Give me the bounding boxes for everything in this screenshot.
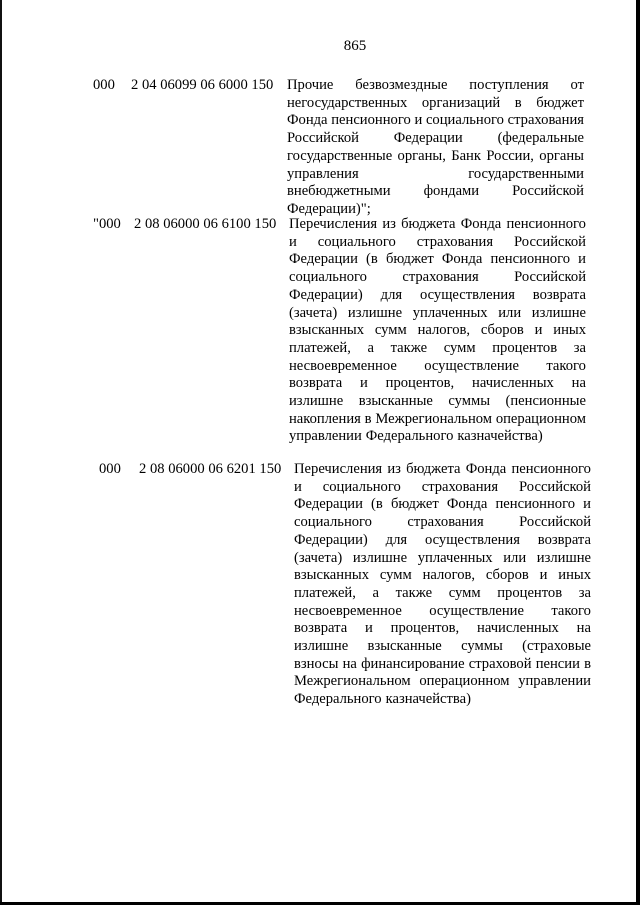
entry-2-description: [289, 216, 586, 446]
description-line: несвоевременное осуществление такого: [294, 602, 591, 619]
description-line: взносы на финансирование страховой пенсии в: [294, 655, 591, 672]
description-line: и социального страхования Российской: [289, 233, 586, 250]
description-line: излишне взысканные суммы (пенсионные: [289, 393, 586, 410]
entry-1-budget-code: 2 04 06099 06 6000 150: [131, 77, 274, 93]
description-line: Российской Федерации (федеральные: [287, 130, 584, 147]
description-line: Федерации (в бюджет Фонда пенсионного и: [294, 496, 591, 513]
description-line: негосударственных организаций в бюджет: [287, 94, 584, 111]
description-line: возврата и процентов, начисленных на: [289, 375, 586, 392]
description-line: взысканных сумм налогов, сборов и иных: [289, 322, 586, 339]
description-line: Федерального казначейства): [294, 691, 471, 708]
entry-2-budget-code: 2 08 06000 06 6100 150: [134, 216, 277, 232]
description-line: управлении Федерального казначейства): [289, 428, 543, 445]
description-line: Перечисления из бюджета Фонда пенсионного: [289, 216, 586, 232]
entry-3-budget-code: 2 08 06000 06 6201 150: [139, 461, 282, 477]
scan-edge-right: [636, 0, 640, 905]
description-line: (зачета) излишне уплаченных или излишне: [294, 549, 591, 566]
description-line: социального страхования Российской: [294, 514, 591, 531]
description-line: Перечисления из бюджета Фонда пенсионного: [294, 461, 591, 477]
description-line: платежей, а также сумм процентов за: [289, 339, 586, 356]
description-line: социального страхования Российской: [289, 269, 586, 286]
description-line: Федерации) для осуществления возврата: [289, 286, 586, 303]
description-line: платежей, а также сумм процентов за: [294, 584, 591, 601]
entry-1-description: [287, 77, 584, 219]
description-line: внебюджетными фондами Российской: [287, 183, 584, 200]
description-line: возврата и процентов, начисленных на: [294, 620, 591, 637]
page-number: 865: [343, 38, 367, 54]
description-line: Межрегиональном операционном управлении: [294, 673, 591, 690]
description-line: несвоевременное осуществление такого: [289, 357, 586, 374]
entry-3-admin-code: 000: [99, 461, 121, 477]
description-line: Федерации)";: [287, 200, 371, 217]
description-line: Фонда пенсионного и социального страхования: [287, 112, 584, 129]
description-line: (зачета) излишне уплаченных или излишне: [289, 304, 586, 321]
description-line: Федерации) для осуществления возврата: [294, 531, 591, 548]
entry-1-admin-code: 000: [93, 77, 115, 93]
description-line: и социального страхования Российской: [294, 478, 591, 495]
entry-3-description: [294, 461, 591, 709]
scan-edge-left: [0, 0, 2, 905]
description-line: излишне взысканные суммы (страховые: [294, 638, 591, 655]
description-line: Прочие безвозмездные поступления от: [287, 77, 584, 93]
description-line: накопления в Межрегиональном операционном: [289, 410, 586, 427]
description-line: управления государственными: [287, 165, 584, 182]
entry-2-admin-code: "000: [93, 216, 121, 232]
description-line: взысканных сумм налогов, сборов и иных: [294, 567, 591, 584]
description-line: Федерации (в бюджет Фонда пенсионного и: [289, 251, 586, 268]
description-line: государственные органы, Банк России, органы: [287, 147, 584, 164]
